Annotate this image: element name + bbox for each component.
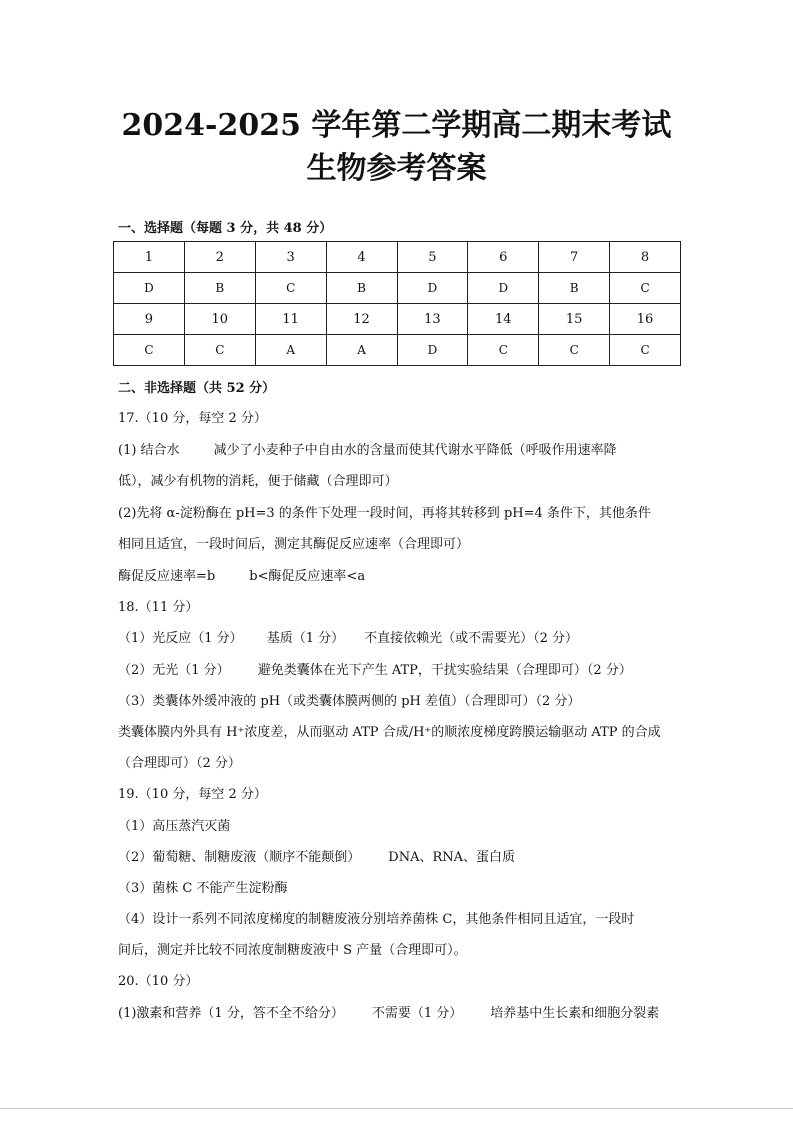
table-cell: 11 — [255, 304, 326, 335]
q17-answer1-line2: 低），减少有机物的消耗，便于储藏（合理即可） — [118, 474, 398, 489]
table-cell: C — [610, 273, 681, 304]
table-cell: 2 — [184, 242, 255, 273]
table-cell: 1 — [114, 242, 185, 273]
q19-answer2-part1: （2）葡萄糖、制糖废液（顺序不能颠倒） — [118, 850, 361, 865]
q19-answer4-line2: 间后，测定并比较不同浓度制糖废液中 S 产量（合理即可）。 — [118, 943, 467, 958]
table-cell: D — [114, 273, 185, 304]
table-row — [114, 273, 681, 304]
table-cell: 4 — [326, 242, 397, 273]
q17-heading: 17.（10 分，每空 2 分） — [118, 411, 267, 426]
table-cell: 6 — [468, 242, 539, 273]
q18-answer1-part3: 不直接依赖光（或不需要光）（2 分） — [364, 631, 578, 646]
table-cell: D — [397, 273, 468, 304]
q19-answer3-line: （3）菌株 C 不能产生淀粉酶 — [118, 881, 288, 896]
table-cell: C — [184, 335, 255, 366]
table-cell: D — [468, 273, 539, 304]
table-cell: 15 — [539, 304, 610, 335]
table-cell: 12 — [326, 304, 397, 335]
q18-answer1-part2: 基质（1 分） — [266, 631, 345, 646]
table-row — [114, 304, 681, 335]
table-cell: C — [255, 273, 326, 304]
table-cell: C — [468, 335, 539, 366]
table-cell: 13 — [397, 304, 468, 335]
q19-heading: 19.（10 分，每空 2 分） — [118, 787, 267, 802]
table-cell: A — [255, 335, 326, 366]
table-cell: B — [539, 273, 610, 304]
q20-answer1-line — [118, 1002, 659, 1021]
table-cell: 9 — [114, 304, 185, 335]
q20-answer1-part3: 培养基中生长素和细胞分裂素 — [490, 1006, 660, 1021]
q17-answer2-line1: (2)先将 α-淀粉酶在 pH=3 的条件下处理一段时间，再将其转移到 pH=4 条件下，其他条件 — [118, 506, 651, 521]
q17-answer3-part1: 酶促反应速率=b — [118, 569, 216, 584]
page-subtitle: 生物参考答案 — [306, 151, 487, 186]
q17-answer3-part2: b<酶促反应速率<a — [249, 569, 366, 584]
answer-table — [113, 241, 681, 366]
q20-heading: 20.（10 分） — [118, 974, 199, 989]
q18-answer3-line3: （合理即可）（2 分） — [118, 756, 241, 771]
q18-heading: 18.（11 分） — [118, 600, 199, 615]
table-cell: 14 — [468, 304, 539, 335]
table-cell: C — [610, 335, 681, 366]
section2-heading: 二、非选择题（共 52 分） — [118, 381, 276, 396]
q17-answer3-line — [118, 565, 365, 584]
page-bottom-divider — [0, 1108, 793, 1109]
table-cell: 10 — [184, 304, 255, 335]
q18-answer1-line — [118, 627, 578, 646]
q17-answer1-part2: 减少了小麦种子中自由水的含量而使其代谢水平降低（呼吸作用速率降 — [213, 443, 617, 458]
table-cell: 8 — [610, 242, 681, 273]
table-cell: D — [397, 335, 468, 366]
q19-answer2-part2: DNA、RNA、蛋白质 — [388, 850, 516, 865]
q17-answer1-part1: (1) 结合水 — [118, 443, 180, 458]
table-row — [114, 242, 681, 273]
q18-answer3-line2: 类囊体膜内外具有 H⁺浓度差，从而驱动 ATP 合成/H⁺的顺浓度梯度跨膜运输驱动 ATP 的合成 — [118, 725, 661, 740]
q20-answer1-part1: (1)激素和营养（1 分，答不全不给分） — [118, 1006, 344, 1021]
q19-answer2-line — [118, 846, 515, 865]
q18-answer2-part2: 避免类囊体在光下产生 ATP，干扰实验结果（合理即可）（2 分） — [257, 663, 632, 678]
q19-answer1-line: （1）高压蒸汽灭菌 — [118, 819, 231, 834]
q17-answer2-line2: 相同且适宜，一段时间后，测定其酶促反应速率（合理即可） — [118, 537, 470, 552]
table-cell: C — [114, 335, 185, 366]
page-title: 2024-2025 学年第二学期高二期末考试 — [121, 108, 672, 143]
table-cell: A — [326, 335, 397, 366]
table-cell: 5 — [397, 242, 468, 273]
table-cell: B — [184, 273, 255, 304]
q18-answer3-line1: （3）类囊体外缓冲液的 pH（或类囊体膜两侧的 pH 差值）（合理即可）（2 分） — [118, 694, 581, 709]
q19-answer4-line1: （4）设计一系列不同浓度梯度的制糖废液分别培养菌株 C，其他条件相同且适宜，一段时 — [118, 912, 635, 927]
table-cell: 7 — [539, 242, 610, 273]
q18-answer2-part1: （2）无光（1 分） — [118, 663, 230, 678]
q18-answer1-part1: （1）光反应（1 分） — [118, 631, 243, 646]
q18-answer2-line — [118, 659, 632, 678]
table-cell: C — [539, 335, 610, 366]
table-cell: B — [326, 273, 397, 304]
q17-answer1-line1 — [118, 439, 617, 458]
q20-answer1-part2: 不需要（1 分） — [371, 1006, 463, 1021]
table-cell: 16 — [610, 304, 681, 335]
table-cell: 3 — [255, 242, 326, 273]
section1-heading: 一、选择题（每题 3 分，共 48 分） — [118, 221, 333, 236]
table-row — [114, 335, 681, 366]
